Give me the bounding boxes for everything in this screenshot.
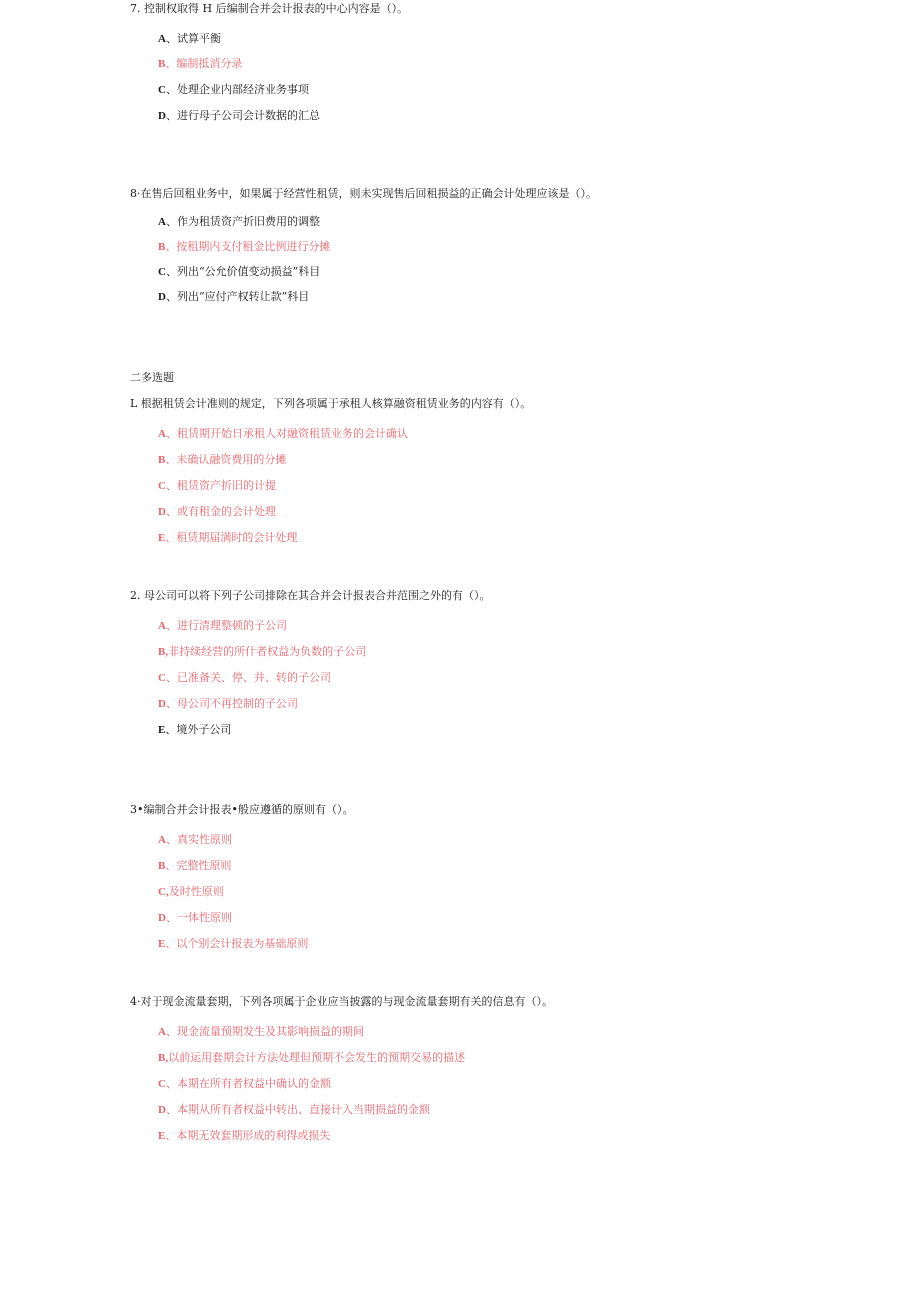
option-text: 列出“公允价值变动损益”科目 (176, 265, 321, 278)
option-text: 以前运用套期会计方法处理但预期不会发生的预期交易的描述 (168, 1051, 466, 1064)
option-letter: C (158, 672, 166, 684)
option-text: 未确认融资费用的分摊 (176, 453, 287, 466)
option-letter: E (158, 724, 166, 736)
option-letter: C, (158, 886, 169, 898)
multi-question-4-stem: 4·对于现金流量套期，下列各项属于企业应当披露的与现金流量套期有关的信息有（）。 (130, 995, 553, 1008)
option-text: 真实性原则 (176, 833, 232, 846)
m4-option-e (158, 1129, 330, 1143)
option-letter: C (158, 266, 166, 278)
m4-option-b (158, 1051, 465, 1065)
option-text: 本期在所有者权益中确认的金额 (176, 1077, 331, 1090)
option-sep: 、 (165, 937, 177, 950)
option-letter: D (158, 291, 166, 303)
m4-option-c (158, 1077, 331, 1091)
option-text: 已准备关、停、并、转的子公司 (176, 671, 331, 684)
option-letter: A (158, 620, 166, 632)
option-sep: 、 (165, 453, 177, 466)
m4-option-a (158, 1025, 364, 1039)
option-text: 本期无效套期形成的利得或损失 (176, 1129, 331, 1142)
option-letter: C (158, 84, 166, 96)
option-sep: 、 (165, 479, 177, 492)
q8-option-c (158, 265, 320, 279)
option-sep: 、 (165, 32, 177, 45)
m2-option-c (158, 671, 331, 685)
m1-option-c (158, 479, 276, 493)
option-text: 本期从所有者权益中转出、直接计入当期损益的金额 (176, 1103, 430, 1116)
option-sep: 、 (165, 290, 177, 303)
option-text: 及时性原则 (168, 885, 224, 898)
multi-question-3-stem: 3•编制合并会计报表•般应遵循的原则有（）。 (130, 803, 354, 816)
option-letter: A (158, 1026, 166, 1038)
option-text: 处理企业内部经济业务事项 (176, 83, 309, 96)
m2-option-d (158, 697, 298, 711)
q8-option-a (158, 215, 320, 229)
m2-option-b (158, 645, 366, 659)
option-letter: D (158, 912, 166, 924)
option-sep: 、 (165, 1025, 177, 1038)
option-letter: A (158, 33, 166, 45)
option-sep: 、 (165, 83, 177, 96)
option-sep: 、 (165, 1129, 177, 1142)
option-text: 租赁期开始日承租人对融资租赁业务的会计确认 (176, 427, 408, 440)
option-sep: 、 (165, 697, 177, 710)
m4-option-d (158, 1103, 430, 1117)
option-letter: A (158, 216, 166, 228)
option-sep: 、 (165, 505, 177, 518)
option-letter: D (158, 698, 166, 710)
option-letter: D (158, 1104, 166, 1116)
option-sep: 、 (165, 427, 177, 440)
m3-option-a (158, 833, 232, 847)
option-letter: B (158, 860, 166, 872)
option-text: 列出“应付产权转让款”科目 (176, 290, 310, 303)
option-sep: 、 (165, 57, 177, 70)
option-text: 境外子公司 (176, 723, 232, 736)
option-sep: 、 (165, 265, 177, 278)
m3-option-e (158, 937, 308, 951)
option-letter: B, (158, 1052, 169, 1064)
option-text: 一体性原则 (176, 911, 232, 924)
option-sep: 、 (165, 671, 177, 684)
option-sep: 、 (165, 723, 177, 736)
option-text: 作为租赁资产折旧费用的调整 (176, 215, 320, 228)
option-text: 以个别会计报表为基础原则 (176, 937, 309, 950)
q7-option-a (158, 32, 221, 46)
m1-option-e (158, 531, 297, 545)
option-sep: 、 (165, 859, 177, 872)
option-text: 试算平衡 (176, 32, 221, 45)
m2-option-a (158, 619, 287, 633)
multi-question-2-stem: 2. 母公司可以将下列子公司排除在其合并会计报表合并范围之外的有（）。 (130, 589, 491, 602)
option-text: 租赁期届满时的会计处理 (176, 531, 298, 544)
m1-option-d (158, 505, 276, 519)
option-letter: E (158, 532, 166, 544)
q8-option-d (158, 290, 309, 304)
question-8-stem: 8·在售后回租业务中，如果属于经营性租赁，则未实现售后回租损益的正确会计处理应该是（）。 (130, 187, 597, 200)
q7-option-d (158, 109, 320, 123)
option-letter: C (158, 480, 166, 492)
option-text: 按租期内支付租金比例进行分摊 (176, 240, 331, 253)
section-multiple-choice-title: 二多选题 (130, 371, 174, 384)
option-text: 现金流量预期发生及其影响损益的期间 (176, 1025, 364, 1038)
m1-option-a (158, 427, 408, 441)
option-text: 母公司不再控制的子公司 (176, 697, 298, 710)
option-letter: E (158, 1130, 166, 1142)
option-text: 完整性原则 (176, 859, 232, 872)
option-sep: 、 (165, 833, 177, 846)
option-text: 进行清理整顿的子公司 (176, 619, 287, 632)
option-text: 进行母子公司会计数据的汇总 (176, 109, 320, 122)
option-text: 编制抵消分录 (176, 57, 243, 70)
option-sep: 、 (165, 1077, 177, 1090)
m1-option-b (158, 453, 286, 467)
option-text: 非持续经营的所什者权益为负数的子公司 (168, 645, 367, 658)
q7-option-c (158, 83, 309, 97)
q8-option-b (158, 240, 330, 254)
option-letter: D (158, 110, 166, 122)
option-text: 租赁资产折旧的计提 (176, 479, 276, 492)
option-letter: B (158, 241, 166, 253)
option-letter: B, (158, 646, 169, 658)
option-letter: A (158, 834, 166, 846)
option-letter: B (158, 454, 166, 466)
option-letter: D (158, 506, 166, 518)
option-letter: C (158, 1078, 166, 1090)
m2-option-e (158, 723, 231, 737)
q7-option-b (158, 57, 242, 71)
option-sep: 、 (165, 619, 177, 632)
option-sep: 、 (165, 531, 177, 544)
m3-option-d (158, 911, 232, 925)
option-letter: A (158, 428, 166, 440)
option-letter: B (158, 58, 166, 70)
option-text: 或有租金的会计处理 (176, 505, 276, 518)
question-7-stem: 7. 控制权取得 H 后编制合并会计报表的中心内容是（）。 (130, 2, 409, 15)
option-sep: 、 (165, 911, 177, 924)
m3-option-b (158, 859, 231, 873)
m3-option-c (158, 885, 224, 899)
option-sep: 、 (165, 240, 177, 253)
option-sep: 、 (165, 109, 177, 122)
multi-question-1-stem: L 根据租赁会计准则的规定，下列各项属于承租人核算融资租赁业务的内容有（）。 (130, 397, 532, 410)
option-sep: 、 (165, 1103, 177, 1116)
option-sep: 、 (165, 215, 177, 228)
option-letter: E (158, 938, 166, 950)
